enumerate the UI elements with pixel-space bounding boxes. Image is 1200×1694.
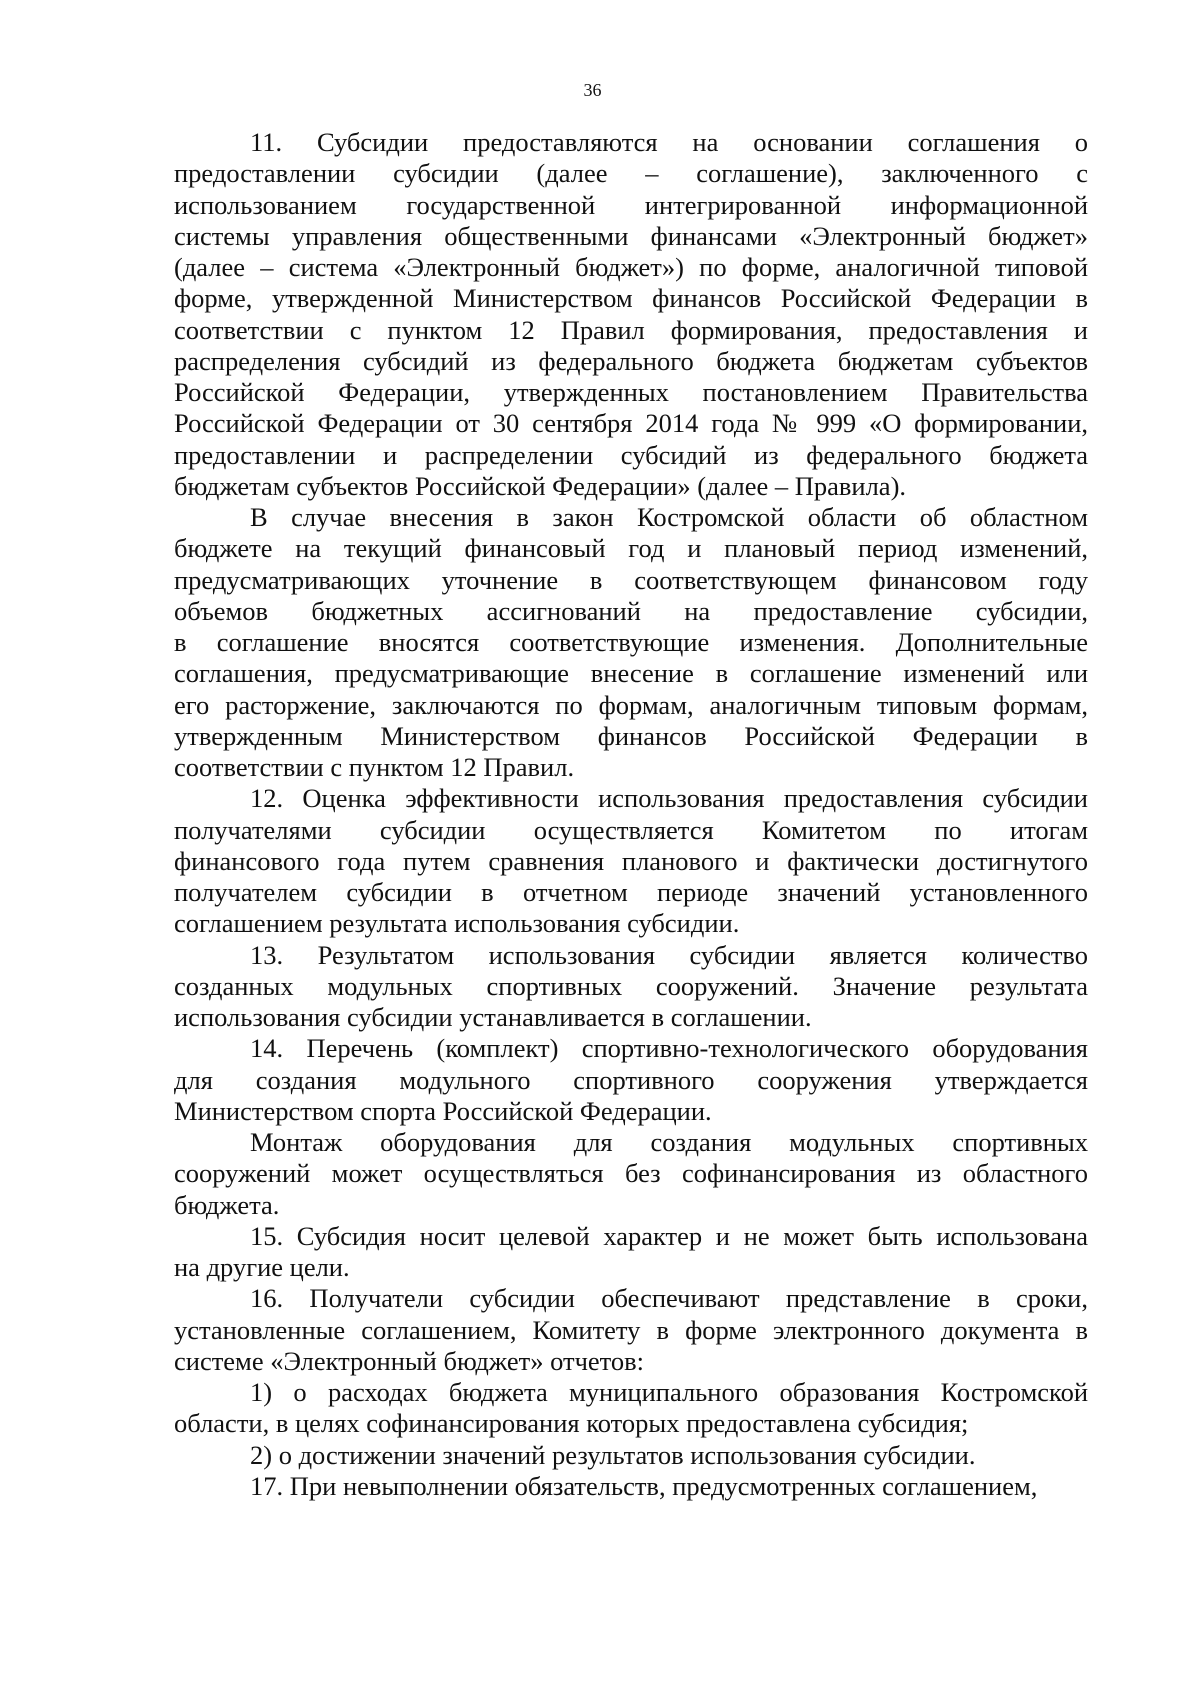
paragraph (174, 940, 1088, 1034)
paragraph (174, 1377, 1088, 1440)
text-line: (далее – система «Электронный бюджет») по форме, аналогичной типовой (174, 252, 1088, 282)
text-line: области, в целях софинансирования которых предоставлена субсидия; (174, 1408, 969, 1439)
text-line: сооружений может осуществляться без софинансирования из областного (174, 1158, 1088, 1189)
text-line: соответствии с пунктом 12 Правил. (174, 752, 575, 782)
text-line: финансового года путем сравнения планового и фактически достигнутого (174, 845, 1088, 876)
text-line: 15. Субсидия носит целевой характер и не может быть использована (250, 1220, 1088, 1251)
text-line: использования субсидии устанавливается в соглашении. (174, 1002, 812, 1032)
text-line: получателями субсидии осуществляется Комитетом по итогам (174, 814, 1088, 845)
paragraph (174, 502, 1088, 783)
text-line: Монтаж оборудования для создания модульных спортивных (250, 1127, 1088, 1157)
text-line: 17. При невыполнении обязательств, предусмотренных соглашением, (250, 1470, 1038, 1501)
text-line: установленные соглашением, Комитету в форме электронного документа в (174, 1314, 1088, 1345)
text-line: для создания модульного спортивного сооружения утверждается (174, 1064, 1088, 1095)
text-line: 16. Получатели субсидии обеспечивают представление в сроки, (250, 1283, 1088, 1314)
text-line: использованием государственной интегрированной информационной (174, 189, 1088, 220)
text-line: распределения субсидий из федерального бюджета бюджетам субъектов (174, 345, 1088, 376)
text-line: бюджете на текущий финансовый год и плановый период изменений, (174, 533, 1088, 564)
text-line: соглашения, предусматривающие внесение в соглашение изменений или (174, 658, 1088, 689)
text-line: бюджета. (174, 1189, 280, 1220)
text-line: предоставлении субсидии (далее – соглашение), заключенного с (174, 158, 1088, 189)
text-line: его расторжение, заключаются по формам, аналогичным типовым формам, (174, 689, 1088, 720)
text-line: бюджетам субъектов Российской Федерации» (далее – Правила). (174, 470, 907, 501)
paragraph (174, 1283, 1088, 1377)
paragraph (174, 1440, 1088, 1471)
text-line: в соглашение вносятся соответствующие изменения. Дополнительные (174, 627, 1088, 657)
paragraph (174, 1033, 1088, 1127)
text-line: Министерством спорта Российской Федерации. (174, 1095, 712, 1126)
text-line: В случае внесения в закон Костромской области об областном (250, 502, 1088, 532)
paragraph (174, 1127, 1088, 1221)
paragraph (174, 1221, 1088, 1284)
text-line: соглашением результата использования субсидии. (174, 908, 740, 939)
text-line: Российской Федерации от 30 сентября 2014 года № 999 «О формировании, (174, 408, 1088, 439)
paragraph (174, 1471, 1088, 1502)
text-line: 14. Перечень (комплект) спортивно-технологического оборудования (250, 1033, 1088, 1064)
text-line: 12. Оценка эффективности использования предоставления субсидии (250, 783, 1088, 814)
paragraph (174, 783, 1088, 939)
text-line: предусматривающих уточнение в соответствующем финансовом году (174, 564, 1088, 595)
text-line: объемов бюджетных ассигнований на предоставление субсидии, (174, 595, 1088, 626)
text-line: соответствии с пунктом 12 Правил формирования, предоставления и (174, 314, 1088, 345)
text-line: 11. Субсидии предоставляются на основании соглашения о (250, 127, 1088, 157)
text-line: созданных модульных спортивных сооружений. Значение результата (174, 970, 1088, 1001)
text-line: системы управления общественными финансами «Электронный бюджет» (174, 220, 1088, 251)
document-body (174, 127, 1088, 1502)
text-line: Российской Федерации, утвержденных постановлением Правительства (174, 377, 1088, 407)
page-number: 36 (583, 80, 602, 100)
text-line: утвержденным Министерством финансов Российской Федерации в (174, 720, 1088, 751)
text-line: получателем субсидии в отчетном периоде значений установленного (174, 877, 1088, 907)
text-line: форме, утвержденной Министерством финансов Российской Федерации в (174, 283, 1088, 314)
text-line: системе «Электронный бюджет» отчетов: (174, 1345, 645, 1376)
text-line: 13. Результатом использования субсидии является количество (250, 939, 1088, 970)
text-line: предоставлении и распределении субсидий из федерального бюджета (174, 439, 1088, 470)
text-line: 2) о достижении значений результатов использования субсидии. (250, 1439, 976, 1470)
text-line: на другие цели. (174, 1252, 350, 1282)
text-line: 1) о расходах бюджета муниципального образования Костромской (250, 1377, 1088, 1407)
paragraph (174, 127, 1088, 502)
